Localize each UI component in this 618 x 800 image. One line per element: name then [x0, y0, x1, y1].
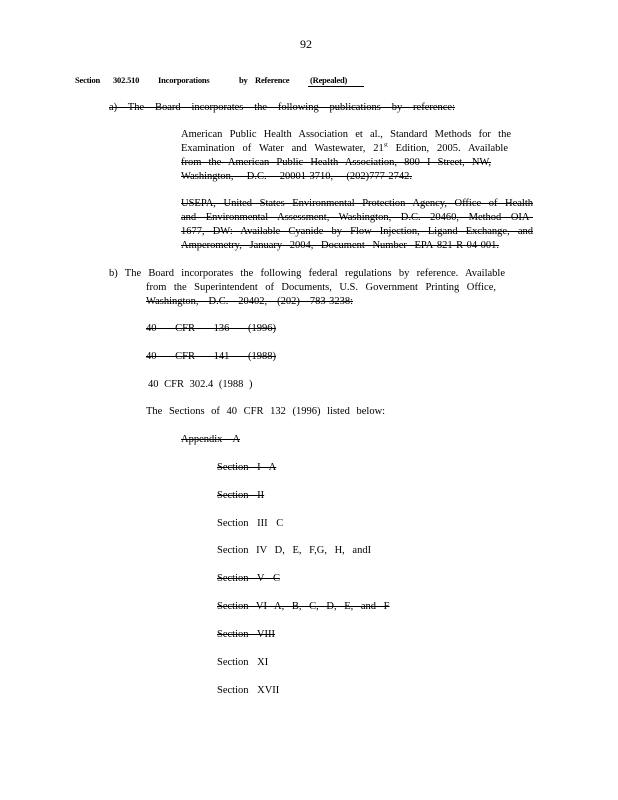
cfr-item-302-4: 40 CFR 302.4 (1988 ) — [148, 379, 253, 390]
section-title-word3: Reference — [255, 75, 290, 85]
apha-line-4: Washington, D.C. 20001-3710, (202)777-2742. — [181, 171, 412, 182]
usepa-line-4: Amperometry, January 2004, Document Number EPA-821-R-04-001. — [181, 240, 499, 251]
section-number: 302.510 — [113, 75, 140, 85]
header-underline — [308, 86, 364, 87]
cfr-item-136: 40 CFR 136 (1996) — [146, 323, 276, 334]
para-b — [109, 267, 505, 281]
apha-line-1: American Public Health Association et al., Standard Methods for the — [181, 129, 511, 140]
usepa-line-2: and Environmental Assessment, Washington, D.C. 20460, Method OIA- — [181, 212, 533, 223]
para-b-line-3: Washington, D.C. 20402, (202) 783-3238: — [146, 296, 353, 307]
section-v-c: Section V C — [217, 573, 280, 584]
section-status: (Repealed) — [310, 75, 348, 85]
para-b-line-1: b) The Board incorporates the following federal regulations by reference. Available — [109, 268, 505, 279]
section-label: Section — [75, 75, 101, 85]
section-xi: Section XI — [217, 657, 269, 668]
section-viii: Section VIII — [217, 629, 276, 640]
usepa-line-3: 1677, DW: Available Cyanide by Flow Injection, Ligand Exchange, and — [181, 226, 533, 237]
page-number: 92 — [300, 37, 312, 51]
para-b-line-2: from the Superintendent of Documents, U.S. Government Printing Office, — [146, 282, 496, 293]
section-title-word2: by — [239, 75, 248, 85]
cfr-item-141: 40 CFR 141 (1988) — [146, 351, 276, 362]
usepa-citation — [181, 197, 533, 253]
para-b-cont — [146, 281, 496, 309]
section-title-word1: Incorporations — [158, 75, 210, 85]
section-ii: Section II — [217, 490, 265, 501]
section-i-a: Section I A — [217, 462, 277, 473]
section-iv: Section IV D, E, F,G, H, andI — [217, 545, 372, 556]
apha-line-2: Examination of Water and Wastewater, 21st Edition, 2005. Available — [181, 142, 508, 154]
section-vi: Section VI A, B, C, D, E, and F — [217, 601, 390, 612]
apha-citation — [181, 128, 511, 184]
apha-line-3: from the American Public Health Association, 800 I Street, NW, — [181, 157, 491, 168]
appendix-a: Appendix A — [181, 434, 241, 445]
section-iii-c: Section III C — [217, 518, 284, 529]
usepa-line-1: USEPA, United States Environmental Protection Agency, Office of Health — [181, 198, 533, 209]
section-xvii: Section XVII — [217, 685, 280, 696]
sections-intro: The Sections of 40 CFR 132 (1996) listed below: — [146, 406, 386, 417]
para-a-intro: a) The Board incorporates the following publications by reference: — [109, 102, 455, 113]
